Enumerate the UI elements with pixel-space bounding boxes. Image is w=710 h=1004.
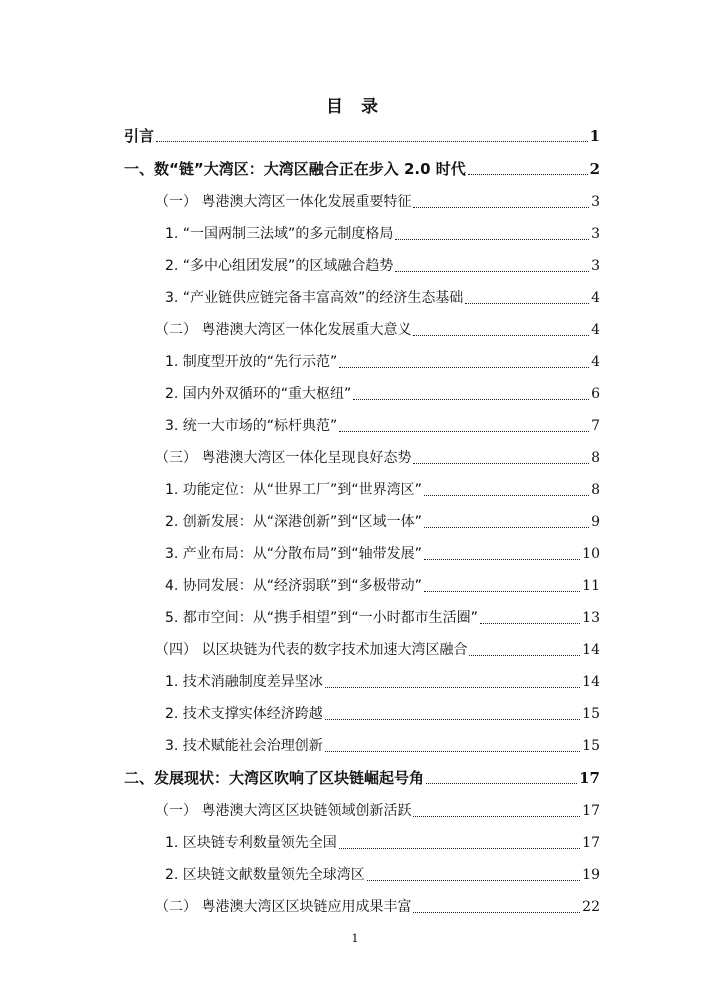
toc-entry-page: 1: [589, 127, 600, 145]
toc-entry-intro[interactable]: [124, 120, 600, 146]
toc-entry-page: 14: [582, 642, 600, 658]
dot-leader: [413, 911, 580, 913]
toc-entry-page: 17: [582, 835, 600, 851]
toc-entry-item[interactable]: [165, 282, 600, 308]
toc-entry-page: 17: [579, 769, 600, 787]
toc-entry-label: （二） 粤港澳大湾区一体化发展重大意义: [155, 322, 412, 338]
toc-entry-item[interactable]: [165, 218, 600, 244]
toc-entry-page: 11: [582, 578, 600, 594]
dot-leader: [367, 879, 580, 881]
page-title: 目 录: [326, 97, 384, 117]
dot-leader: [325, 750, 580, 752]
toc-entry-label: 1. 区块链专利数量领先全国: [165, 835, 337, 851]
toc-entry-item[interactable]: [165, 474, 600, 500]
dot-leader: [424, 590, 580, 592]
toc-entry-section-1-1[interactable]: [155, 186, 600, 212]
toc-entry-label: 4. 协同发展：从“经济弱联”到“多极带动”: [165, 578, 422, 594]
dot-leader: [395, 270, 589, 272]
toc-entry-label: 3. 产业布局：从“分散布局”到“轴带发展”: [165, 546, 422, 562]
dot-leader: [413, 206, 589, 208]
toc-entry-item[interactable]: [165, 506, 600, 532]
dot-leader: [325, 718, 580, 720]
toc-entry-page: 13: [582, 610, 600, 626]
toc-entry-item[interactable]: [165, 602, 600, 628]
toc-entry-label: 1. 功能定位：从“世界工厂”到“世界湾区”: [165, 482, 422, 498]
dot-leader: [339, 847, 580, 849]
toc-entry-item[interactable]: [165, 538, 600, 564]
toc-entry-label: 二、发展现状：大湾区吹响了区块链崛起号角: [124, 769, 425, 787]
toc-entry-label: （一） 粤港澳大湾区区块链领域创新活跃: [155, 803, 412, 819]
dot-leader: [156, 140, 588, 142]
toc-entry-label: 一、数“链”大湾区：大湾区融合正在步入 2.0 时代: [124, 160, 466, 178]
toc-entry-page: 14: [582, 674, 600, 690]
dot-leader: [480, 622, 580, 624]
toc-entry-label: 3. 统一大市场的“标杆典范”: [165, 418, 338, 434]
toc-entry-section-1-4[interactable]: [155, 634, 600, 660]
toc-entry-page: 3: [591, 226, 600, 242]
dot-leader: [465, 302, 589, 304]
toc-entry-chapter-1[interactable]: [124, 153, 600, 179]
toc-entry-page: 7: [591, 418, 600, 434]
toc-entry-item[interactable]: [165, 859, 600, 885]
dot-leader: [413, 815, 580, 817]
dot-leader: [424, 494, 589, 496]
toc-entry-label: 3. “产业链供应链完备丰富高效”的经济生态基础: [165, 290, 464, 306]
toc-entry-label: （二） 粤港澳大湾区区块链应用成果丰富: [155, 899, 412, 915]
toc-entry-label: （三） 粤港澳大湾区一体化呈现良好态势: [155, 450, 412, 466]
dot-leader: [413, 334, 589, 336]
toc-entry-section-2-2[interactable]: [155, 891, 600, 917]
toc-entry-label: （一） 粤港澳大湾区一体化发展重要特征: [155, 194, 412, 210]
toc-entry-page: 4: [591, 354, 600, 370]
toc-entry-page: 10: [582, 546, 600, 562]
dot-leader: [426, 782, 577, 784]
toc-entry-item[interactable]: [165, 666, 600, 692]
toc-entry-page: 4: [591, 290, 600, 306]
page-number: 1: [351, 932, 359, 945]
toc-entry-item[interactable]: [165, 730, 600, 756]
toc-entry-section-1-2[interactable]: [155, 314, 600, 340]
toc-entry-label: 1. “一国两制三法域”的多元制度格局: [165, 226, 394, 242]
toc-entry-page: 9: [591, 514, 600, 530]
toc-entry-label: 引言: [124, 127, 155, 145]
toc-entry-item[interactable]: [165, 827, 600, 853]
toc-entry-item[interactable]: [165, 570, 600, 596]
toc-entry-section-1-3[interactable]: [155, 442, 600, 468]
toc-entry-label: 2. 创新发展：从“深港创新”到“区域一体”: [165, 514, 422, 530]
dot-leader: [424, 526, 589, 528]
toc-entry-item[interactable]: [165, 250, 600, 276]
toc-entry-page: 22: [582, 899, 600, 915]
toc-entry-page: 8: [591, 450, 600, 466]
dot-leader: [353, 398, 589, 400]
toc-entry-page: 4: [591, 322, 600, 338]
toc-entry-item[interactable]: [165, 698, 600, 724]
toc-entry-page: 6: [591, 386, 600, 402]
toc-entry-label: 2. 技术支撑实体经济跨越: [165, 706, 323, 722]
toc-entry-label: 1. 制度型开放的“先行示范”: [165, 354, 338, 370]
toc-entry-page: 17: [582, 803, 600, 819]
toc-entry-label: 1. 技术消融制度差异坚冰: [165, 674, 323, 690]
dot-leader: [468, 173, 588, 175]
toc-entry-section-2-1[interactable]: [155, 795, 600, 821]
toc-entry-label: 5. 都市空间：从“携手相望”到“一小时都市生活圈”: [165, 610, 478, 626]
toc-entry-label: 2. 国内外双循环的“重大枢纽”: [165, 386, 352, 402]
toc-entry-item[interactable]: [165, 410, 600, 436]
toc-entry-page: 3: [591, 194, 600, 210]
toc-entry-item[interactable]: [165, 378, 600, 404]
toc-entry-page: 3: [591, 258, 600, 274]
toc-entry-page: 2: [589, 160, 600, 178]
dot-leader: [424, 558, 580, 560]
dot-leader: [395, 238, 589, 240]
dot-leader: [413, 462, 589, 464]
toc-entry-label: 2. 区块链文献数量领先全球湾区: [165, 867, 365, 883]
toc-entry-label: （四） 以区块链为代表的数字技术加速大湾区融合: [155, 642, 468, 658]
toc-entry-label: 2. “多中心组团发展”的区域融合趋势: [165, 258, 394, 274]
toc-entry-item[interactable]: [165, 346, 600, 372]
toc-entry-label: 3. 技术赋能社会治理创新: [165, 738, 323, 754]
toc-entry-page: 8: [591, 482, 600, 498]
dot-leader: [469, 654, 580, 656]
dot-leader: [339, 430, 589, 432]
dot-leader: [325, 686, 580, 688]
toc-entry-page: 15: [582, 738, 600, 754]
dot-leader: [339, 366, 589, 368]
toc-entry-page: 15: [582, 706, 600, 722]
toc-entry-page: 19: [582, 867, 600, 883]
toc-entry-chapter-2[interactable]: [124, 762, 600, 788]
